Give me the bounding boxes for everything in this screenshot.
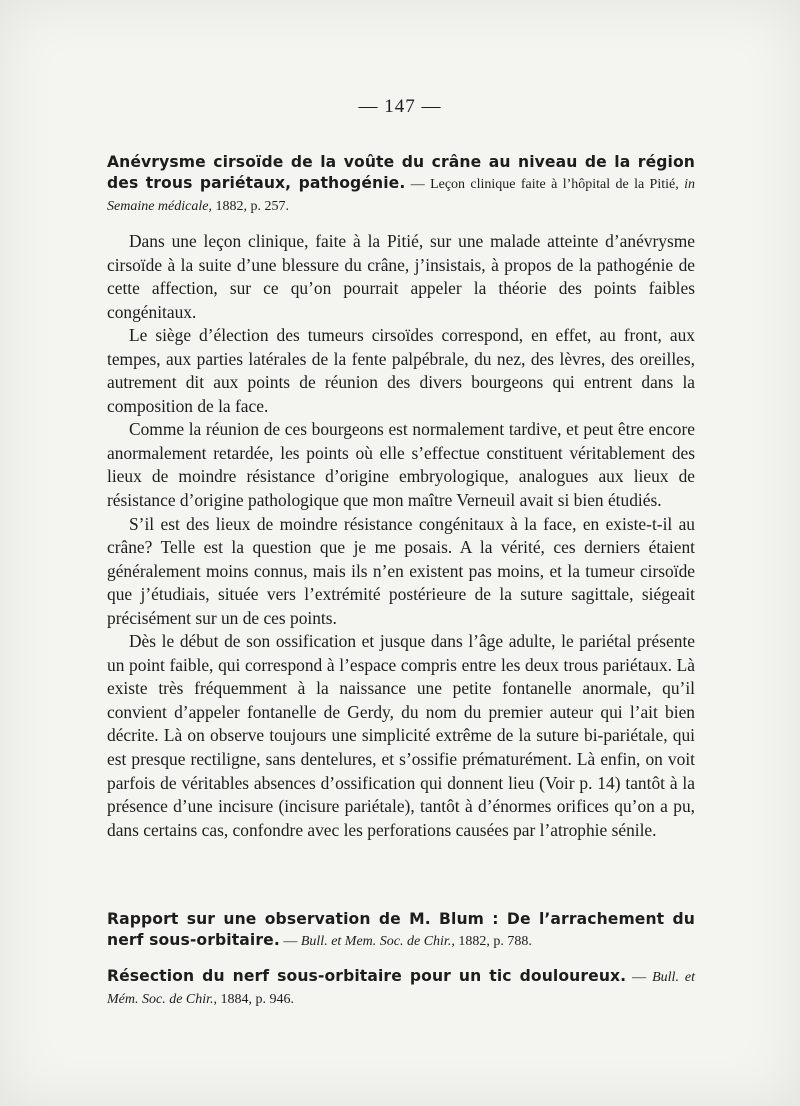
bibliography-entry-1	[107, 152, 695, 217]
entry-title: Rapport sur une observation de M. Blum : De l’arrachement du nerf sous-orbitaire.	[107, 910, 695, 949]
bibliography-entry-2	[107, 909, 695, 952]
entry-reference-end: 1884, p. 946.	[217, 992, 295, 1007]
entry-reference-italic: in Semaine médicale,	[107, 177, 695, 214]
bibliography-entry-3	[107, 966, 695, 1010]
entry-reference-end: 1882, p. 788.	[454, 934, 532, 949]
entry-title: Résection du nerf sous-orbitaire pour un tic douloureux.	[107, 967, 627, 985]
paragraph: Comme la réunion de ces bourgeons est normalement tardive, et peut être encore anormalement retardée, les points où elle s’effectue constituent véritablement des lieux de moindre résistance d’origine embryologique, analogues aux lieux de résistance d’origine pathologique que mon maître Verneuil avait si bien étudiés.	[107, 419, 695, 511]
entry-reference-end: 1882, p. 257.	[211, 199, 289, 214]
entry-title: Anévrysme cirsoïde de la voûte du crâne au niveau de la région des trous pariétaux, pathogénie.	[107, 153, 695, 192]
entry-dash: —	[405, 177, 431, 192]
page-number: — 147 —	[358, 96, 442, 117]
entry-reference-italic: Bull. et Mém. Soc. de Chir.,	[107, 970, 695, 1007]
entry-dash: —	[626, 970, 653, 985]
paragraph: Dans une leçon clinique, faite à la Pitié, sur une malade atteinte d’anévrysme cirsoïde à la suite d’une blessure du crâne, j’insistais, à propos de la pathogénie de cette affection, sur ce qu’on pourrait appeler la théorie des points faibles congénitaux.	[107, 231, 695, 322]
paragraph: S’il est des lieux de moindre résistance congénitaux à la face, en existe-t-il au crâne? Telle est la question que je me posais. A la vérité, ces derniers étaient généralement moins connus, mais ils n’en existent pas moins, et la tumeur cirsoïde que j’étudiais, située vers l’extrémité postérieure de la suture sagittale, siégeait précisément sur un de ces points.	[107, 513, 695, 628]
summary-text	[107, 230, 695, 842]
paragraph: Le siège d’élection des tumeurs cirsoïdes correspond, en effet, au front, aux tempes, aux parties latérales de la fente palpébrale, du nez, des lèvres, des oreilles, autrement dit aux points de réunion des divers bourgeons qui entrent dans la composition de la face.	[107, 325, 695, 416]
entry-reference: Leçon clinique faite à l’hôpital de la Pitié,	[430, 177, 685, 192]
paragraph: Dès le début de son ossification et jusque dans l’âge adulte, le pariétal présente un point faible, qui correspond à l’espace compris entre les deux trous pariétaux. Là existe très fréquemment à la naissance une petite fontanelle anormale, qu’il convient d’appeler fontanelle de Gerdy, du nom du premier auteur qui l’ait bien décrite. Là on observe toujours une simplicité extrême de la suture bi-pariétale, qui est presque rectiligne, sans dentelures, et s’ossifie prématurément. Là enfin, on voit parfois de véritables absences d’ossification qui donnent lieu (Voir p. 14) tantôt à la présence d’une incisure (incisure pariétale), tantôt à d’énormes orifices qu’on a pu, dans certains cas, confondre avec les perforations causées par l’atrophie sénile.	[107, 631, 695, 840]
entry-dash: —	[279, 934, 301, 949]
entry-reference-italic: Bull. et Mem. Soc. de Chir.,	[300, 934, 455, 949]
